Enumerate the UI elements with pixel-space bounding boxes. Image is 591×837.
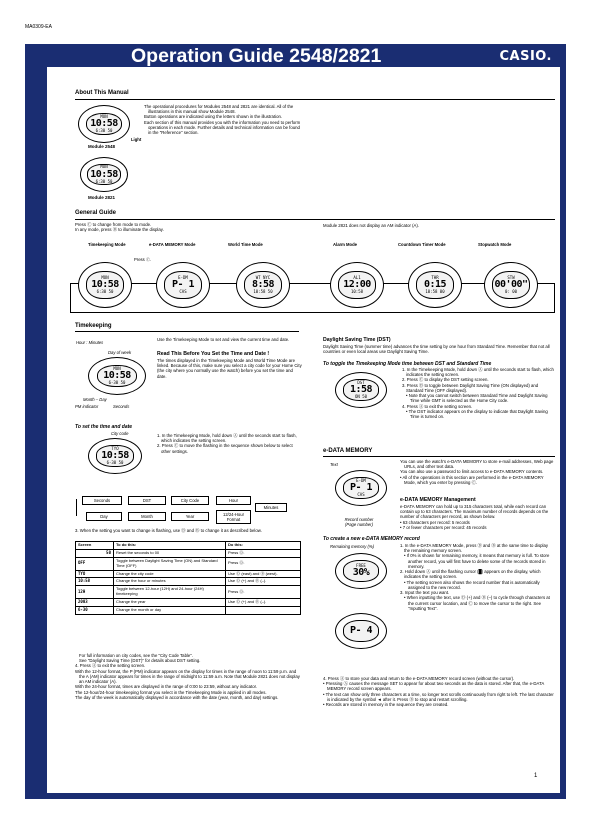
set-time-watch	[88, 438, 142, 474]
timekeeping-rule	[75, 331, 299, 332]
mgmt-para: e-DATA MEMORY can hold up to 315 characters total, while each record can contain up to 63 characters. The maximum number of records depends on the number of characters per record, as shown below.	[400, 504, 549, 520]
set-step: 1. In the Timekeeping Mode, hold down Ⓐ until the seconds start to flash, which indicates the setting screen.	[157, 433, 297, 444]
create-step: • The setting screen also shows the record number that is automatically assigned to the new record.	[404, 579, 540, 590]
timekeeping-note: 4. Press Ⓐ to exit the setting screen.	[75, 663, 146, 669]
set-steps	[157, 433, 302, 454]
dst-watch	[335, 372, 387, 408]
seq-year: Year	[171, 512, 209, 521]
dst-step: 3. Press Ⓓ to toggle between Daylight Saving Time (ON displayed) and Standard Time (OFF displayed).	[402, 382, 539, 393]
mode-watch-countdown	[408, 262, 462, 308]
table-cell: Change the year	[114, 599, 226, 607]
timekeeping-heading: Timekeeping	[75, 323, 112, 329]
table-cell: Change the city code	[114, 570, 226, 578]
watch-day: MON	[100, 164, 108, 170]
mode-label-edata: e-DATA MEMORY Mode	[149, 242, 196, 247]
timekeeping-note: For full information on city codes, see the "City Code Table".	[79, 653, 194, 658]
watch-main-text: P- 1	[349, 481, 373, 493]
page-title: Operation Guide 2548/2821	[131, 45, 382, 67]
table-cell: Change the month or day	[114, 606, 226, 614]
edata-intro	[400, 459, 555, 485]
create-step: • When inputting the text, use Ⓓ (+) and Ⓑ (–) to cycle through characters at the current cursor location, and Ⓒ to move the cursor to the right. See "Inputting Text".	[404, 595, 550, 611]
table-row	[76, 606, 301, 614]
edata-rule	[323, 456, 555, 457]
watch-main-text: 30%	[352, 567, 370, 579]
about-rule	[75, 99, 555, 100]
seq-loop-line	[76, 499, 77, 516]
mode-flow-right-edge	[554, 283, 555, 312]
light-label: Light	[131, 137, 142, 142]
watch-main-text: 10:58	[91, 278, 119, 290]
mode-watch-stopwatch	[484, 262, 538, 308]
general-note: Module 2821 does not display an AM indicator (A).	[323, 223, 420, 228]
create-steps	[400, 543, 555, 611]
table-cell	[226, 606, 301, 614]
page-number: 1	[534, 773, 538, 779]
watch-main-text: 8:58	[251, 278, 275, 290]
mode-watch-timekeeping	[78, 262, 132, 308]
table-header: To do this:	[114, 542, 226, 550]
create-step: 3. Input the text you want.	[400, 590, 450, 596]
dst-step: • Note that you cannot switch between Standard Time and Daylight Saving Time while GMT is selected as the Home City code.	[406, 393, 548, 404]
edata-after-step: • Pressing Ⓐ causes the message SET to appear for about two seconds as the data is stored. After that, the e-DATA MEMORY record screen appears.	[323, 681, 545, 692]
table-cell: Use Ⓓ (+) and Ⓑ (–).	[226, 578, 301, 586]
watch-bottom-text: 10:58 50	[253, 288, 273, 294]
edata-intro-para: You can use the watch's e-DATA MEMORY to store e-mail addresses, Web page URLs, and other text data.	[400, 459, 554, 470]
edata-intro-para: • All of the operations in this section are performed in the e-DATA MEMORY Mode, which you enter by pressing Ⓒ.	[400, 474, 544, 485]
watch-bottom-text: CAS	[179, 288, 187, 294]
create-step: 2. Hold down Ⓐ until the flashing cursor (█) appears on the display, which indicates the setting screen.	[400, 569, 541, 580]
table-cell: Press Ⓓ.	[226, 549, 301, 557]
general-rule	[75, 219, 555, 220]
seq-hour: Hour	[216, 496, 251, 505]
about-heading: About This Manual	[75, 90, 129, 96]
edata-free-watch	[335, 553, 387, 589]
casio-logo: CASIO.	[499, 49, 552, 64]
dst-step: • The DST indicator appears on the display to indicate that Daylight Saving Time is turned on.	[406, 408, 548, 420]
watch-bottom-text: 6-30 50	[106, 459, 124, 465]
table-cell: Use Ⓓ (+) and Ⓑ (–).	[226, 599, 301, 607]
watch-bottom-text: 0: 00	[504, 288, 518, 294]
table-cell: 10:58	[76, 578, 114, 586]
table-cell: 6-30	[76, 606, 114, 614]
edata-after-step: • Records are stored in memory in the sequence they are created.	[323, 702, 449, 708]
step-3: 3. When the setting you want to change is flashing, use Ⓓ and Ⓑ to change it as described below.	[75, 528, 262, 533]
dst-steps	[402, 367, 554, 419]
table-header: Screen	[76, 542, 114, 550]
dst-step: 4. Press Ⓐ to exit the setting screen.	[402, 403, 473, 409]
watch-module-2821	[80, 157, 128, 192]
module-2548-label: Module 2548	[88, 144, 116, 149]
general-bullets	[75, 222, 305, 232]
watch-top-text: E-DM	[178, 274, 188, 280]
seq-seconds: Seconds	[82, 496, 122, 505]
mode-flow-left-edge	[70, 283, 71, 312]
general-bullet: In any mode, press Ⓑ to illuminate the display.	[75, 227, 164, 233]
watch-bottom-text: 10:58 00	[425, 288, 445, 294]
document-code: MA0309-EA	[25, 24, 52, 30]
watch-main-text: P- 1	[171, 278, 195, 290]
table-row	[76, 570, 301, 578]
table-row	[76, 599, 301, 607]
mgmt-text	[400, 504, 555, 530]
set-step: 2. Press Ⓒ to move the flashing in the sequence shown below to select other settings.	[157, 443, 293, 454]
edata-intro-para: You can also use a password to limit access to e-DATA MEMORY contents.	[400, 469, 544, 475]
watch-bottom-text: 6:30 50	[96, 288, 114, 294]
seq-month: Month	[128, 512, 166, 521]
callout-text: Text	[330, 462, 338, 467]
edata-heading: e-DATA MEMORY	[323, 448, 373, 454]
mode-watch-alarm	[330, 262, 384, 308]
edata-p4-watch	[335, 613, 387, 649]
callout-month-day: Month – Day	[83, 397, 107, 402]
watch-date: 6:30 50	[95, 128, 113, 133]
mode-label-timekeeping: Timekeeping Mode	[88, 242, 126, 247]
callout-record-number: Record number (Page number)	[344, 517, 374, 528]
dst-step: 2. Press Ⓒ to display the DST setting screen.	[402, 377, 489, 383]
watch-main-text: 1:58	[349, 383, 373, 395]
table-cell: Reset the seconds to 00	[114, 549, 226, 557]
watch-bottom-text: ON 50	[354, 393, 368, 399]
seq-day: Day	[86, 512, 122, 521]
edata-watch	[335, 470, 387, 506]
watch-time: 10:58	[90, 168, 118, 180]
callout-seconds: Seconds	[113, 404, 130, 409]
timekeeping-note: With the 12-hour format, the P (PM) indicator appears on the display for times in the range of noon to 11:59 p.m. and the A (AM) indicator appears for times in the range of midnight to 11:59 a.m. Note that Module 2821 does not display an AM indicator (A).	[75, 668, 300, 685]
watch-top-text: AL1	[353, 274, 361, 280]
press-c-label: Press Ⓒ.	[134, 257, 152, 262]
mgmt-para: • 63 characters per record: 5 records	[400, 519, 470, 525]
table-cell: 2003	[76, 599, 114, 607]
settings-table	[75, 541, 301, 615]
about-bullet: The operational procedures for Modules 2548 and 2821 are identical. All of the illustrations in this manual show Module 2548.	[144, 104, 294, 115]
table-cell: OFF	[76, 557, 114, 570]
watch-bottom-text: 6-30 50	[108, 380, 126, 385]
about-bullet: Each section of this manual provides you with the information you need to perform operations in each mode. Further details and technical information can be found in the "Reference" section.	[144, 119, 301, 136]
watch-bottom-text: 10:58	[350, 288, 364, 294]
create-step: • If 0% is shown for remaining memory, it means that memory is full. To store another record, you will first have to delete some of the records stored in memory.	[404, 553, 550, 569]
dst-step: 1. In the Timekeeping Mode, hold down Ⓐ until the seconds start to flash, which indicates the setting screen.	[402, 367, 554, 378]
table-cell: Use Ⓓ (east) and Ⓑ (west).	[226, 570, 301, 578]
timekeeping-watch	[88, 357, 146, 395]
seq-minutes: Minutes	[255, 503, 287, 512]
timekeeping-note: With the 24-hour format, times are displayed in the range of 0:00 to 23:59, without any indicator.	[75, 684, 258, 690]
watch-main-text: 00'00"	[494, 278, 528, 290]
module-2821-label: Module 2821	[88, 195, 116, 200]
about-bullet: Button operations are indicated using the letters shown in the illustration.	[144, 114, 283, 120]
callout-city-code: City code	[111, 431, 129, 436]
read-text: The times displayed in the Timekeeping Mode and World Time Mode are linked. Because of this, make sure you select a city code for your Home City (the city where you normally use the watch) before you set the time and date.	[157, 358, 302, 379]
mode-label-alarm: Alarm Mode	[333, 242, 357, 247]
left-border-bar	[25, 67, 47, 799]
watch-main-text: 10:58	[103, 370, 131, 381]
timekeeping-intro: Use the Timekeeping Mode to set and view the current time and date.	[157, 337, 290, 342]
watch-top-text: THR	[431, 274, 439, 280]
watch-bottom-text: CAS	[357, 491, 365, 497]
table-row	[76, 557, 301, 570]
watch-top-text: WT NYC	[255, 274, 271, 280]
read-heading: Read This Before You Set the Time and Date !	[157, 351, 270, 357]
mode-watch-edata	[156, 262, 210, 308]
table-cell: Press Ⓓ.	[226, 586, 301, 599]
timekeeping-notes	[75, 653, 303, 700]
watch-main-text: 0:15	[423, 278, 447, 290]
mode-label-countdown: Countdown Timer Mode	[398, 242, 446, 247]
watch-top-text: STW	[507, 274, 515, 280]
table-row	[76, 578, 301, 586]
timekeeping-note: See "Daylight Saving Time (DST)" for details about DST setting.	[79, 658, 201, 664]
mgmt-para: • 7 or fewer characters per record: 45 records	[400, 524, 487, 530]
watch-top-text: DST	[357, 379, 365, 385]
watch-main-text: 10:58	[101, 449, 129, 461]
watch-top-text: E-DM	[356, 477, 366, 483]
create-step: 1. In the e-DATA MEMORY Mode, press Ⓓ and Ⓑ at the same time to display the remaining memory screen.	[400, 543, 548, 554]
edata-after-steps	[323, 676, 555, 707]
about-bullets	[144, 104, 304, 135]
watch-top-text: MON	[101, 274, 109, 280]
table-cell: TYO	[76, 570, 114, 578]
watch-main-text: 12:00	[343, 278, 371, 290]
watch-module-2548	[78, 105, 130, 143]
seq-format: 12/24-Hour Format	[216, 510, 251, 524]
seq-dst: DST	[128, 496, 166, 505]
callout-day-of-week: Day of week	[108, 350, 132, 355]
bottom-border-bar	[25, 793, 566, 799]
mode-label-worldtime: World Time Mode	[228, 242, 263, 247]
general-bullet: Press Ⓒ to change from mode to mode.	[75, 222, 152, 227]
table-cell: Press Ⓓ.	[226, 557, 301, 570]
watch-top-text: TYO	[111, 445, 119, 451]
table-cell: Change the hour or minutes	[114, 578, 226, 586]
watch-top-text: MON	[113, 365, 121, 371]
watch-time: 10:58	[90, 118, 118, 129]
title-banner	[25, 44, 566, 67]
seq-city-code: City Code	[171, 496, 209, 505]
table-cell: Toggle between Daylight Saving Time (ON) and Standard Time (OFF)	[114, 557, 226, 570]
mgmt-heading: e-DATA MEMORY Management	[400, 497, 476, 503]
watch-top-text: FREE	[356, 562, 366, 568]
edata-after-step: • The text can show only three characters at a time, so longer text scrolls continuously from right to left. The last character is indicated by the symbol ◄ after it. Press Ⓑ to stop and restart scrolling.	[323, 691, 554, 702]
right-border-bar	[560, 67, 566, 799]
table-row	[76, 586, 301, 599]
timekeeping-note: The 12-hour/24-hour timekeeping format you select in the Timekeeping Mode is applied in all modes.	[75, 689, 267, 695]
table-cell: 50	[76, 549, 114, 557]
dst-toggle-heading: To toggle the Timekeeping Mode time between DST and Standard Time	[323, 361, 492, 367]
table-row	[76, 549, 301, 557]
watch-date: 6:30 50	[95, 178, 113, 184]
table-header-row	[76, 542, 301, 550]
timekeeping-note: The day of the week is automatically displayed in accordance with the date (year, month, and day) settings.	[75, 694, 279, 700]
callout-remaining-memory: Remaining memory (%)	[330, 544, 374, 549]
mode-flow-return-line	[70, 312, 555, 313]
callout-hour-minutes: Hour : Minutes	[76, 340, 104, 345]
set-heading: To set the time and date	[75, 424, 133, 430]
edata-after-step: 4. Press Ⓐ to store your data and return to the e-DATA MEMORY record screen (without the cursor).	[323, 676, 515, 681]
mode-watch-worldtime	[236, 262, 290, 308]
dst-heading: Daylight Saving Time (DST)	[323, 337, 391, 343]
create-heading: To create a new e-DATA MEMORY record	[323, 536, 420, 542]
table-header: Do this:	[226, 542, 301, 550]
mode-flow-line	[70, 283, 555, 284]
callout-pm-indicator: PM indicator	[75, 404, 99, 409]
dst-text: Daylight Saving Time (summer time) advances the time setting by one hour from Standard Time. Remember that not all countries or even local areas use Daylight Saving Time.	[323, 344, 550, 355]
watch-main-text: P- 4	[349, 624, 373, 636]
table-cell: 12H	[76, 586, 114, 599]
mode-label-stopwatch: Stopwatch Mode	[478, 242, 512, 247]
general-heading: General Guide	[75, 210, 117, 216]
watch-day: MON	[100, 113, 108, 119]
table-cell: Toggle between 12-hour (12H) and 24-hour (24H) timekeeping	[114, 586, 226, 599]
